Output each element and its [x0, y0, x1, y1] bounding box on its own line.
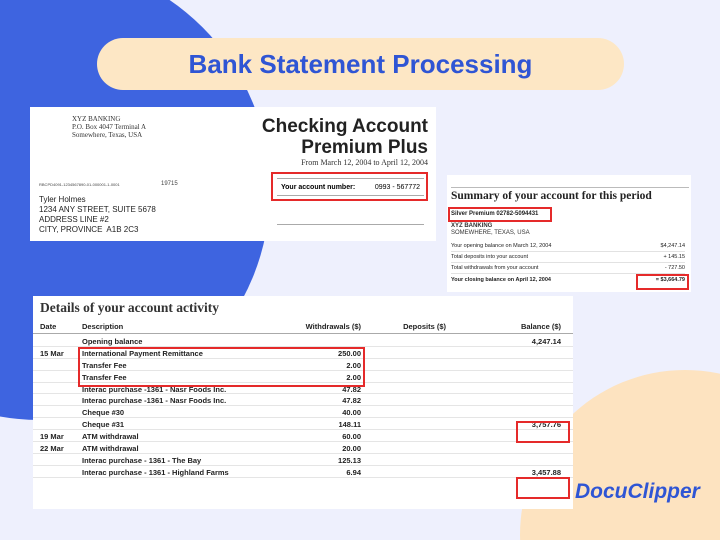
row-date: 22 Mar [40, 444, 64, 454]
row-description: Transfer Fee [82, 360, 127, 370]
row-description: Transfer Fee [82, 372, 127, 382]
account-number-label: Your account number: [281, 183, 356, 191]
table-row [33, 394, 573, 406]
customer-name: Tyler Holmes [39, 195, 86, 204]
summary-row-value: - 727.50 [664, 265, 685, 271]
summary-title: Summary of your account for this period [451, 190, 652, 202]
highlight-remittance-fees [78, 347, 365, 387]
table-row [33, 442, 573, 454]
divider [451, 187, 689, 188]
row-withdrawal: 47.82 [342, 384, 361, 394]
header-withdrawals: Withdrawals ($) [305, 322, 361, 331]
summary-bank-name: XYZ BANKING [451, 223, 493, 229]
account-number-value: 0993 - 567772 [374, 183, 420, 191]
table-row [33, 335, 573, 347]
account-type-line2: Premium Plus [301, 137, 428, 158]
row-withdrawal: 125.13 [338, 455, 361, 465]
bank-name: XYZ BANKING [72, 115, 121, 123]
row-withdrawal: 2.00 [346, 372, 361, 382]
table-row [33, 454, 573, 466]
address-line-3: CITY, PROVINCE A1B 2C3 [39, 225, 139, 234]
account-type-line1: Checking Account [261, 116, 428, 137]
summary-row [451, 263, 685, 274]
bank-city: Somewhere, Texas, USA [72, 131, 143, 139]
table-row [33, 430, 573, 442]
statement-code-2: 19715 [161, 181, 178, 187]
highlight-account-number [271, 172, 428, 201]
activity-table-header [33, 320, 573, 334]
address-line-2: ADDRESS LINE #2 [39, 215, 109, 224]
row-date: 19 Mar [40, 432, 64, 442]
account-activity-card [33, 296, 573, 509]
table-row [33, 406, 573, 418]
row-withdrawal: 6.94 [346, 467, 361, 477]
statement-period: From March 12, 2004 to April 12, 2004 [301, 158, 428, 167]
row-description: Opening balance [82, 337, 143, 346]
row-description: Interac purchase - 1361 - Highland Farms [82, 467, 229, 477]
highlight-balance-end [516, 477, 570, 499]
page-title: Bank Statement Processing [188, 48, 533, 79]
activity-title: Details of your account activity [40, 300, 219, 315]
row-description: Cheque #31 [82, 420, 125, 430]
row-description: Interac purchase -1361 - Nasr Foods Inc. [82, 384, 227, 394]
summary-bank-city: SOMEWHERE, TEXAS, USA [451, 230, 530, 236]
summary-row-value: = $3,664.79 [655, 276, 685, 283]
customer-address [39, 195, 156, 235]
table-row [33, 418, 573, 430]
row-balance: 4,247.14 [531, 337, 561, 346]
row-date: 15 Mar [40, 348, 64, 358]
row-description: ATM withdrawal [82, 432, 139, 442]
highlight-closing-balance [636, 274, 689, 290]
statement-code: RBCPD4091-1234567890-01-000001-1-0001 [39, 182, 120, 187]
summary-row-value: $4,247.14 [660, 243, 685, 249]
highlight-premium-account [448, 207, 552, 222]
row-withdrawal: 20.00 [342, 444, 361, 454]
row-description: Cheque #30 [82, 408, 125, 418]
row-withdrawal: 47.82 [342, 396, 361, 406]
header-balance: Balance ($) [520, 322, 561, 331]
summary-bank [451, 223, 530, 237]
summary-row [451, 241, 685, 252]
summary-row-label: Your opening balance on March 12, 2004 [451, 243, 552, 249]
table-row [33, 466, 573, 478]
summary-row-label: Total deposits into your account [451, 254, 529, 260]
row-description: Interac purchase -1361 - Nasr Foods Inc. [82, 396, 227, 406]
account-summary-card [447, 175, 691, 292]
divider [277, 224, 424, 225]
row-withdrawal: 40.00 [342, 408, 361, 418]
title-banner [97, 38, 624, 90]
summary-row-value: + 145.15 [663, 254, 685, 260]
account-type-title [262, 116, 428, 158]
row-withdrawal: 250.00 [338, 348, 361, 358]
row-balance: 3,757.76 [531, 420, 561, 430]
row-withdrawal: 2.00 [346, 360, 361, 370]
row-withdrawal: 60.00 [342, 432, 361, 442]
bank-address [72, 115, 146, 139]
summary-row-label: Total withdrawals from your account [451, 265, 539, 271]
summary-row [451, 252, 685, 263]
header-date: Date [40, 322, 57, 331]
header-description: Description [82, 322, 124, 331]
statement-header-card [30, 107, 436, 241]
address-line-1: 1234 ANY STREET, SUITE 5678 [39, 205, 156, 214]
row-description: Interac purchase - 1361 - The Bay [82, 455, 202, 465]
premium-account: Silver Premium 02782-5094431 [451, 211, 539, 217]
row-description: ATM withdrawal [82, 444, 139, 454]
row-description: International Payment Remittance [82, 348, 203, 358]
highlight-balance-mid [516, 421, 570, 443]
docuclipper-logo: DocuClipper [575, 480, 700, 503]
header-deposits: Deposits ($) [403, 322, 446, 331]
bank-pobox: P.O. Box 4047 Terminal A [72, 123, 147, 131]
row-balance: 3,457.88 [531, 467, 561, 477]
row-withdrawal: 148.11 [338, 420, 361, 430]
summary-row-label: Your closing balance on April 12, 2004 [451, 276, 551, 283]
